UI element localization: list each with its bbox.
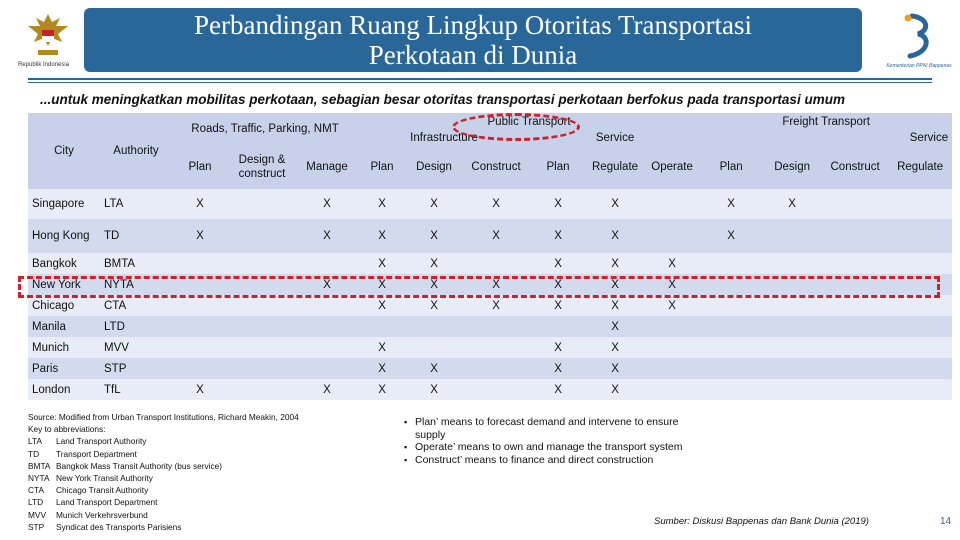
public-transport-highlight-ellipse <box>452 113 580 141</box>
note-construct: ▪ Construct’ means to finance and direct construction <box>404 454 704 467</box>
abbr-bmta: BMTA Bangkok Mass Transit Authority (bus service) <box>28 460 223 471</box>
newyork-row-highlight-box <box>18 276 940 298</box>
table-row-chicago: Chicago CTA X X X X X X <box>28 295 952 316</box>
table-row-newyork: New York NYTA X X X X X X X <box>28 274 952 295</box>
authority-comparison-table <box>28 113 952 400</box>
abbr-nyta: NYTA New York Transit Authority <box>28 473 153 484</box>
definition-notes <box>404 416 704 466</box>
top-divider <box>28 78 932 80</box>
col-service-regulate: Regulate <box>592 161 639 173</box>
title-line-2: Perkotaan di Dunia <box>368 40 578 70</box>
bappenas-logo <box>884 10 954 76</box>
col-infra-design: Design <box>416 161 452 173</box>
table-row-manila: Manila LTD X <box>28 316 952 337</box>
table-row-bangkok: Bangkok BMTA X X X X X <box>28 253 952 274</box>
group-freight-transport: Freight Transport <box>782 116 870 128</box>
abbr-lta: LTA Land Transport Authority <box>28 436 147 447</box>
group-public-transport: Public Transport <box>487 116 571 128</box>
table-row-singapore: Singapore LTA X X X X X X X X X <box>28 189 952 219</box>
col-roads-design-construct: Design & construct <box>238 154 286 180</box>
col-freight-plan: Plan <box>719 161 743 173</box>
note-plan: ▪ Plan’ means to forecast demand and intervene to ensure supply <box>404 416 704 441</box>
sub-freight-service: Service <box>909 132 949 144</box>
abbr-mvv: MVV Munich Verkehrsverbund <box>28 509 148 520</box>
col-infra-plan: Plan <box>370 161 394 173</box>
garuda-icon <box>26 12 70 58</box>
abbr-ltd: LTD Land Transport Department <box>28 497 158 508</box>
col-freight-regulate: Regulate <box>897 161 944 173</box>
table-row-hongkong: Hong Kong TD X X X X X X X X <box>28 219 952 253</box>
col-freight-construct: Construct <box>830 161 880 173</box>
source-line: Source: Modified from Urban Transport Institutions, Richard Meakin, 2004 <box>28 412 299 422</box>
table-row-london: London TfL X X X X X X <box>28 379 952 400</box>
table-row-paris: Paris STP X X X X <box>28 358 952 379</box>
col-roads-plan: Plan <box>188 161 212 173</box>
subtitle: ...untuk meningkatkan mobilitas perkotaan, sebagian besar otoritas transportasi perkotaan berfokus pada transportasi umum <box>40 92 845 107</box>
sub-infrastructure: Infrastructure <box>410 132 478 144</box>
col-city: City <box>54 145 74 157</box>
top-divider-thin <box>28 82 932 83</box>
abbr-cta: CTA Chicago Transit Authority <box>28 485 149 496</box>
col-authority: Authority <box>113 145 159 157</box>
col-service-operate: Operate <box>651 161 693 173</box>
page-number: 14 <box>940 516 952 527</box>
col-service-plan: Plan <box>546 161 570 173</box>
logo-left-caption: Republik Indonesia <box>18 62 70 68</box>
col-roads-manage: Manage <box>306 161 348 173</box>
abbr-stp: STP Syndicat des Transports Parisiens <box>28 521 182 532</box>
sub-service: Service <box>595 132 635 144</box>
col-infra-construct: Construct <box>471 161 521 173</box>
table-row-munich: Munich MVV X X X <box>28 337 952 358</box>
garuda-emblem-logo <box>18 12 78 70</box>
note-operate: ▪ Operate’ means to own and manage the transport system <box>404 441 704 454</box>
page-title <box>84 8 862 72</box>
source-credit: Sumber: Diskusi Bappenas dan Bank Dunia (2019) <box>654 516 869 527</box>
bappenas-icon <box>884 10 954 62</box>
source-note <box>28 411 358 533</box>
abbr-td: TD Transport Department <box>28 448 137 459</box>
group-roads: Roads, Traffic, Parking, NMT <box>191 123 339 135</box>
abbr-key-title: Key to abbreviations: <box>28 424 106 435</box>
col-freight-design: Design <box>774 161 811 173</box>
logo-right-caption: Kementerian PPN/ Bappenas <box>886 63 952 69</box>
title-line-1: Perbandingan Ruang Lingkup Otoritas Transportasi <box>194 10 752 40</box>
